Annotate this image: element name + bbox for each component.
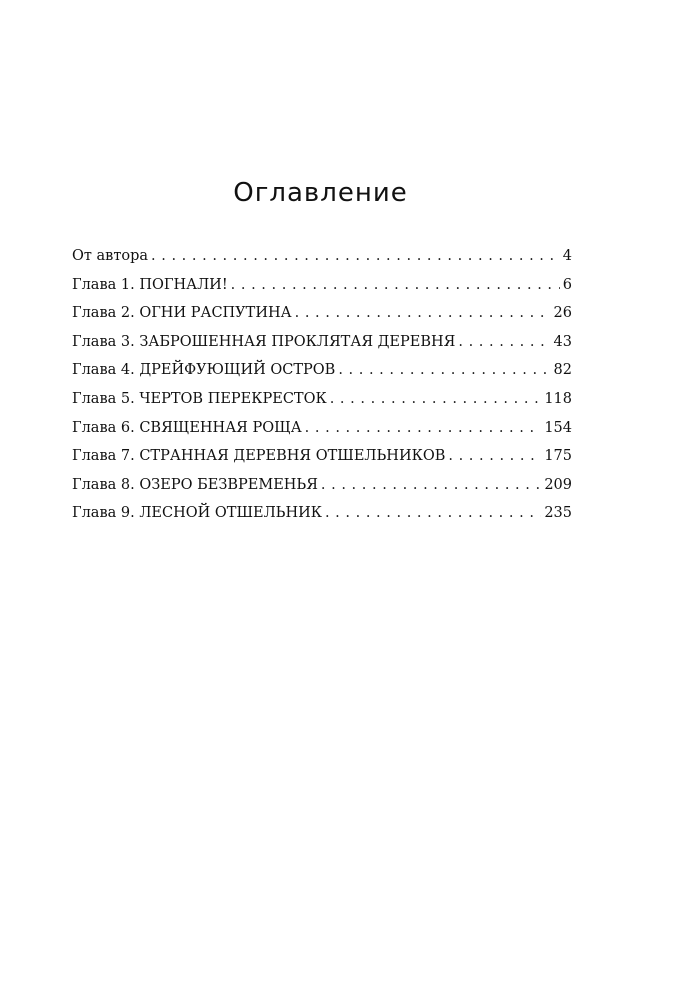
toc-entry-page: 209 — [544, 476, 572, 493]
toc-entry — [72, 418, 572, 447]
toc-entry — [72, 303, 572, 332]
toc-entry-label: Глава 5. ЧЕРТОВ ПЕРЕКРЕСТОК — [72, 390, 327, 407]
toc-dot-leader — [458, 332, 550, 352]
toc-entry-label: Глава 3. ЗАБРОШЕННАЯ ПРОКЛЯТАЯ ДЕРЕВНЯ — [72, 333, 456, 350]
toc-dot-leader — [338, 360, 550, 380]
toc-entry-label: От автора — [72, 248, 149, 264]
toc-entry-label: Глава 1. ПОГНАЛИ! — [72, 276, 228, 293]
toc-entry — [72, 503, 572, 532]
toc-entry-label: Глава 6. СВЯЩЕННАЯ РОЩА — [72, 419, 302, 436]
toc-dot-leader — [325, 503, 541, 523]
toc-dot-leader — [151, 246, 560, 266]
toc-entry-page: 4 — [562, 248, 572, 264]
toc-entry — [72, 389, 572, 418]
toc-title: Оглавление — [233, 178, 408, 208]
toc-entry — [72, 360, 572, 389]
toc-dot-leader — [330, 389, 542, 409]
toc-dot-leader — [295, 303, 551, 323]
toc-dot-leader — [321, 475, 541, 495]
toc-entry-page: 235 — [544, 505, 572, 522]
toc-dot-leader — [305, 418, 542, 438]
toc-entry-page: 6 — [562, 276, 572, 293]
toc-entry-label: Глава 9. ЛЕСНОЙ ОТШЕЛЬНИК — [72, 505, 322, 522]
toc-dot-leader — [448, 446, 541, 466]
toc-entry-label: Глава 2. ОГНИ РАСПУТИНА — [72, 305, 292, 322]
toc-entry-page: 82 — [553, 362, 572, 379]
toc-entry — [72, 332, 572, 361]
toc-entry-page: 118 — [544, 390, 572, 407]
toc-dot-leader — [231, 275, 560, 295]
toc-entry-label: Глава 8. ОЗЕРО БЕЗВРЕМЕНЬЯ — [72, 476, 318, 493]
toc-entry-label: Глава 7. СТРАННАЯ ДЕРЕВНЯ ОТШЕЛЬНИКОВ — [72, 448, 446, 465]
toc-entry-page: 26 — [553, 305, 572, 322]
toc-entry — [72, 446, 572, 475]
toc-entry-page: 154 — [544, 419, 572, 436]
toc-entry — [72, 246, 572, 275]
toc-entry-page: 175 — [544, 448, 572, 465]
toc-entry-page: 43 — [553, 333, 572, 350]
toc-entry — [72, 275, 572, 304]
toc-list — [72, 246, 572, 532]
toc-entry-label: Глава 4. ДРЕЙФУЮЩИЙ ОСТРОВ — [72, 362, 336, 379]
toc-entry — [72, 475, 572, 504]
